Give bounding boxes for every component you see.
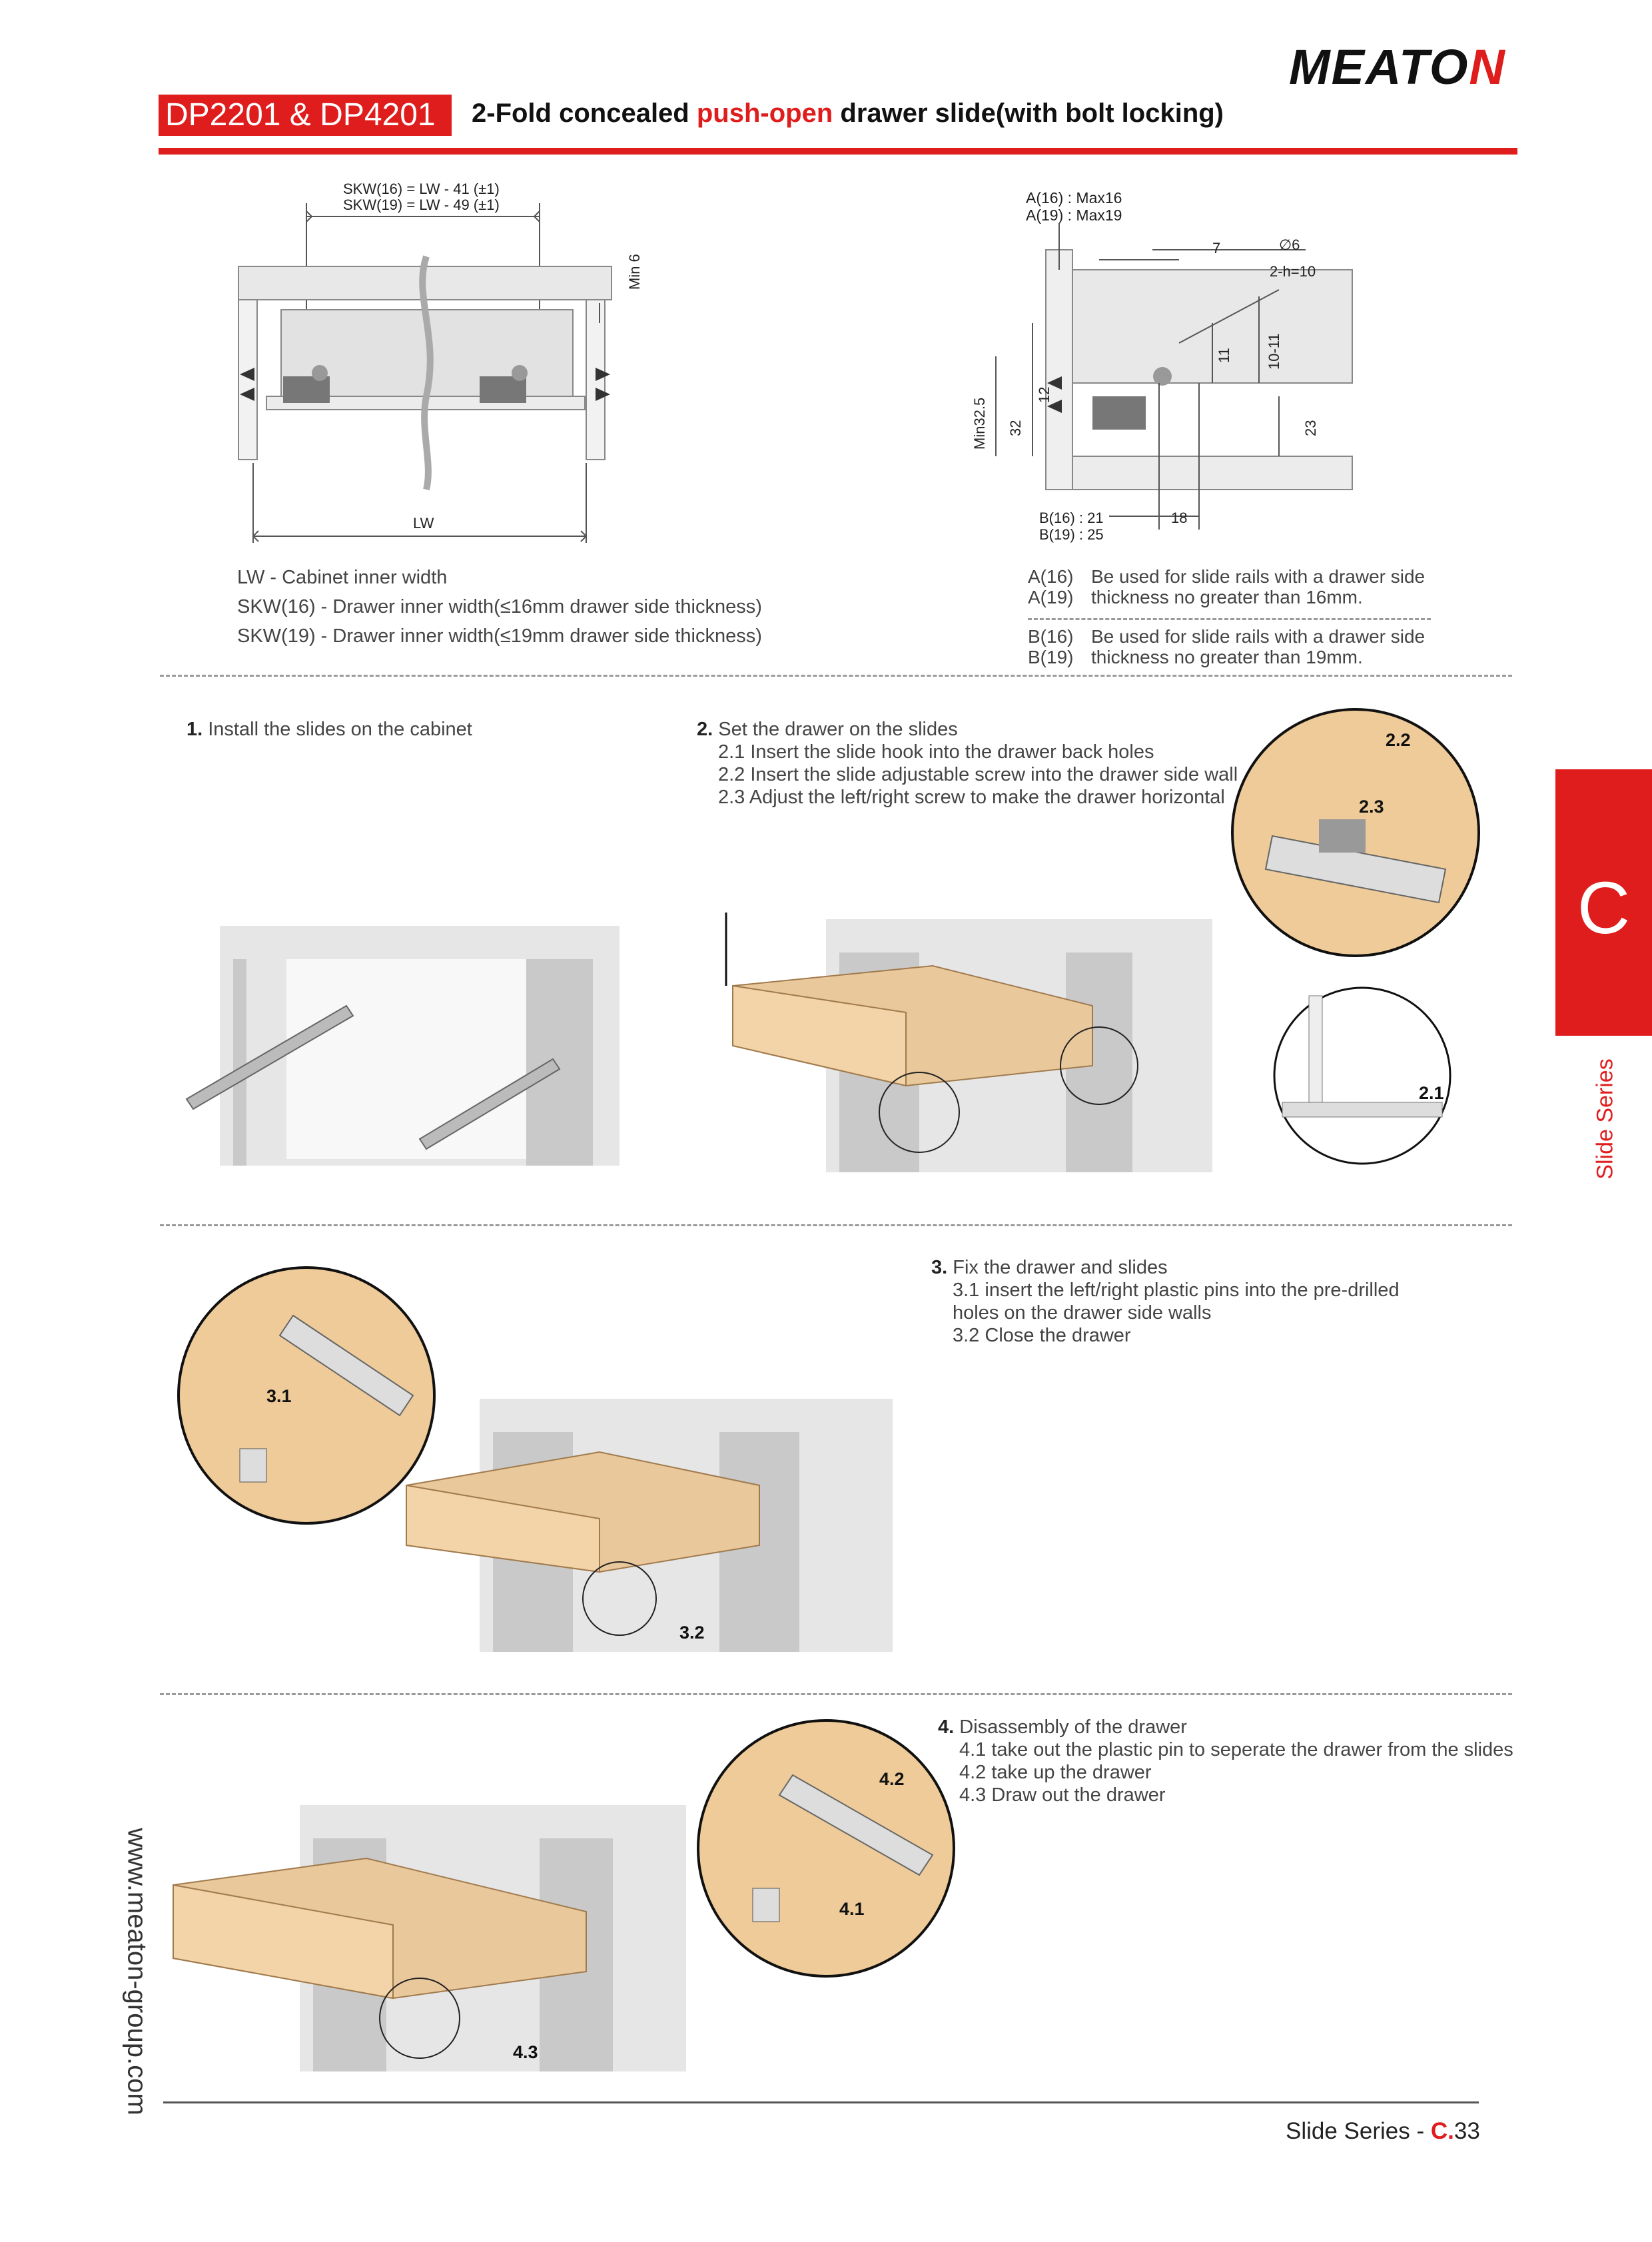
note-divider <box>1028 618 1431 620</box>
note-a-code2: A(19) <box>1028 587 1074 607</box>
website-url: www.meaton-group.com <box>122 1828 152 2115</box>
section-letter: C <box>1577 867 1631 949</box>
step-2-illustration <box>719 913 1226 1179</box>
step-3-1b: holes on the drawer side walls <box>953 1302 1212 1323</box>
section-divider-1 <box>160 675 1512 677</box>
lw-label: LW <box>413 515 434 532</box>
footer-label: Slide Series - <box>1286 2118 1431 2144</box>
step-4-1: 4.1 take out the plastic pin to seperate the drawer from the slides <box>959 1739 1513 1760</box>
step-1-title: Install the slides on the cabinet <box>208 719 472 740</box>
dim18-label: 18 <box>1171 510 1188 526</box>
page-title <box>472 99 1224 129</box>
step-1-num: 1. <box>187 719 203 740</box>
step-2-1: 2.1 Insert the slide hook into the drawer back holes <box>718 741 1154 763</box>
dim11-label: 11 <box>1216 348 1232 363</box>
step-1 <box>187 718 472 741</box>
callout-4-zoom <box>693 1715 959 1982</box>
b19-label: B(19) : 25 <box>1039 526 1104 543</box>
note-b-code2: B(19) <box>1028 647 1074 667</box>
footer-rule <box>163 2101 1479 2103</box>
note-b <box>1028 626 1425 667</box>
callout-2-1-zoom <box>1269 982 1455 1169</box>
skw19-label: SKW(19) = LW - 49 (±1) <box>343 196 500 213</box>
legend <box>237 563 762 651</box>
dim32-label: 32 <box>1007 420 1024 436</box>
header-rule <box>159 148 1517 155</box>
step-2-num: 2. <box>697 719 713 740</box>
step-2-3: 2.3 Adjust the left/right screw to make the drawer horizontal <box>718 787 1225 808</box>
step-4 <box>938 1716 1513 1806</box>
side-section-diagram <box>959 183 1359 556</box>
callout-2-2-zoom <box>1226 703 1485 962</box>
step-4-3: 4.3 Draw out the drawer <box>959 1784 1166 1806</box>
step-3-1: 3.1 insert the left/right plastic pins into the pre-drilled <box>953 1280 1400 1301</box>
brand-logo <box>1289 39 1506 95</box>
logo-main: MEATO <box>1289 39 1469 95</box>
legend-lw: LW - Cabinet inner width <box>237 567 448 588</box>
note-b-line1: Be used for slide rails with a drawer side <box>1091 626 1426 647</box>
step-4-num: 4. <box>938 1716 955 1738</box>
section-divider-3 <box>160 1693 1512 1695</box>
step-2-title: Set the drawer on the slides <box>718 719 958 740</box>
callout-4-3: 4.3 <box>513 2042 538 2062</box>
step-1-illustration <box>167 919 633 1172</box>
step-3-2: 3.2 Close the drawer <box>953 1325 1131 1346</box>
callout-2-2: 2.2 <box>1386 730 1411 750</box>
cabinet-width-diagram <box>226 177 679 550</box>
dim12-label: 12 <box>1036 386 1052 403</box>
footer-section: C. <box>1430 2118 1454 2144</box>
model-tag: DP2201 & DP4201 <box>159 95 452 136</box>
callout-4-1: 4.1 <box>839 1899 865 1919</box>
dim7-label: 7 <box>1212 240 1221 256</box>
dim23-label: 23 <box>1302 420 1319 436</box>
legend-skw19: SKW(19) - Drawer inner width(≤19mm drawer side thickness) <box>237 625 762 647</box>
note-b-code1: B(16) <box>1028 626 1074 647</box>
step-3 <box>931 1256 1400 1347</box>
step-3-num: 3. <box>931 1257 948 1278</box>
section-divider-2 <box>160 1224 1512 1226</box>
a19-label: A(19) : Max19 <box>1026 206 1122 224</box>
note-a-code1: A(16) <box>1028 566 1074 587</box>
step-2-2: 2.2 Insert the slide adjustable screw into the drawer side wall <box>718 764 1238 785</box>
note-b-line2: thickness no greater than 19mm. <box>1091 647 1363 667</box>
title-post: drawer slide(with bolt locking) <box>833 99 1224 128</box>
footer <box>1286 2118 1480 2145</box>
note-a-line2: thickness no greater than 16mm. <box>1091 587 1363 607</box>
step-4-illustration <box>167 1798 699 2078</box>
min6-label: Min 6 <box>626 254 643 290</box>
step-3-title: Fix the drawer and slides <box>953 1257 1168 1278</box>
dia6-label: ∅6 <box>1279 236 1300 253</box>
step-4-2: 4.2 take up the drawer <box>959 1762 1152 1783</box>
callout-4-2: 4.2 <box>879 1769 905 1789</box>
step-2 <box>697 718 1238 809</box>
a16-label: A(16) : Max16 <box>1026 189 1122 206</box>
note-a <box>1028 566 1425 607</box>
step-4-title: Disassembly of the drawer <box>959 1716 1187 1738</box>
h10-label: 2-h=10 <box>1270 263 1316 280</box>
logo-tail: N <box>1469 39 1506 95</box>
page-number: 33 <box>1453 2118 1480 2144</box>
dim10-11-label: 10-11 <box>1266 333 1282 370</box>
title-pre: 2-Fold concealed <box>472 99 697 128</box>
callout-2-3: 2.3 <box>1359 797 1384 817</box>
section-tab <box>1555 769 1652 1036</box>
min32-5-label: Min32.5 <box>971 397 988 450</box>
title-highlight: push-open <box>696 99 833 128</box>
callout-3-1: 3.1 <box>266 1386 292 1406</box>
side-series-label: Slide Series <box>1592 1058 1618 1180</box>
note-a-line1: Be used for slide rails with a drawer side <box>1091 566 1426 587</box>
callout-2-1: 2.1 <box>1419 1083 1444 1103</box>
legend-skw16: SKW(16) - Drawer inner width(≤16mm drawer side thickness) <box>237 596 762 617</box>
callout-3-2: 3.2 <box>679 1623 705 1643</box>
b16-label: B(16) : 21 <box>1039 510 1104 526</box>
skw16-label: SKW(16) = LW - 41 (±1) <box>343 181 500 197</box>
step-3-illustration <box>400 1385 906 1665</box>
